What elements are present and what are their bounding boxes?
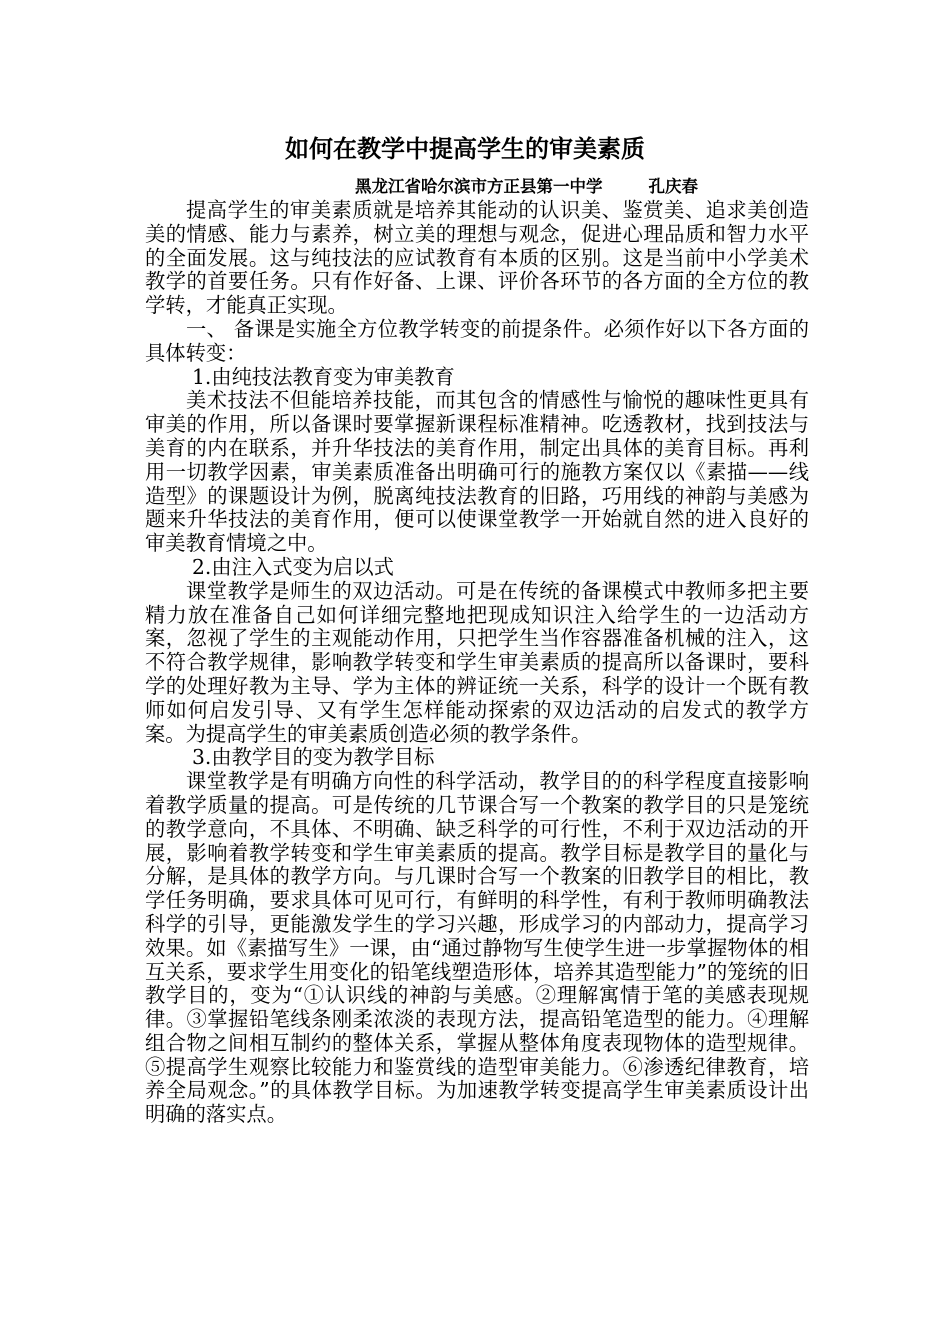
intro-paragraph: 提高学生的审美素质就是培养其能动的认识美、鉴赏美、追求美创造美的情感、能力与素养，树立美的理想与观念，促进心理品质和智力水平的全面发展。这与纯技法的应试教育有本质的区别。这是当前中小学美术教学的首要任务。只有作好备、上课、评价各环节的各方面的全方位的教学转，才能真正实现。 [145,198,809,318]
body-paragraph-1: 美术技法不但能培养技能，而其包含的情感性与愉悦的趣味性更具有审美的作用，所以备课时要掌握新课程标准精神。吃透教材，找到技法与美育的内在联系，并升华技法的美育作用，制定出具体的美育目标。再利用一切教学因素，审美素质准备出明确可行的施教方案仅以《素描——线造型》的课题设计为例，脱离纯技法教育的旧路，巧用线的神韵与美感为题来升华技法的美育作用，便可以使课堂教学一开始就自然的进入良好的审美教育情境之中。 [145,388,809,556]
byline [355,175,698,199]
body-paragraph-3: 课堂教学是有明确方向性的科学活动，教学目的的科学程度直接影响着教学质量的提高。可是传统的几节课合写一个教案的教学目的只是笼统的教学意向，不具体、不明确、缺乏科学的可行性，不利于双边活动的开展，影响着教学转变和学生审美素质的提高。教学目标是教学目的量化与分解，是具体的教学方向。与几课时合写一个教案的旧教学目的相比，教学任务明确，要求具体可见可行，有鲜明的科学性，有利于教师明确教法科学的引导，更能激发学生的学习兴趣，形成学习的内部动力，提高学习效果。如《素描写生》一课，由“通过静物写生使学生进一步掌握物体的相互关系，要求学生用变化的铅笔线塑造形体，培养其造型能力”的笼统的旧教学目的，变为“①认识线的神韵与美感。②理解寓情于笔的美感表现规律。③掌握铅笔线条刚柔浓淡的表现方法，提高铅笔造型的能力。④理解组合物之间相互制约的整体关系，掌握从整体角度表现物体的造型规律。⑤提高学生观察比较能力和鉴赏线的造型审美能力。⑥渗透纪律教育，培养全局观念。”的具体教学目标。为加速教学转变提高学生审美素质设计出明确的落实点。 [145,769,809,1127]
subheading-3: 3.由教学目的变为教学目标 [192,745,435,770]
document-title: 如何在教学中提高学生的审美素质 [285,135,645,163]
author-name: 孔庆春 [648,177,698,196]
document-body [145,199,809,1127]
author-affiliation: 黑龙江省哈尔滨市方正县第一中学 [355,177,603,196]
section-heading-1: 一、 备课是实施全方位教学转变的前提条件。必须作好以下各方面的具体转变： [145,316,809,365]
subheading-2: 2.由注入式变为启以式 [192,554,394,579]
body-paragraph-2: 课堂教学是师生的双边活动。可是在传统的备课模式中教师多把主要精力放在准备自己如何详细完整地把现成知识注入给学生的一边活动方案，忽视了学生的主观能动作用，只把学生当作容器准备机械的注入，这不符合教学规律，影响教学转变和学生审美素质的提高所以备课时，要科学的处理好教为主导、学为主体的辨证统一关系，科学的设计一个既有教师如何启发引导、又有学生怎样能动探索的双边活动的启发式的教学方案。为提高学生的审美素质创造必须的教学条件。 [145,578,809,746]
subheading-1: 1.由纯技法教育变为审美教育 [192,364,455,389]
